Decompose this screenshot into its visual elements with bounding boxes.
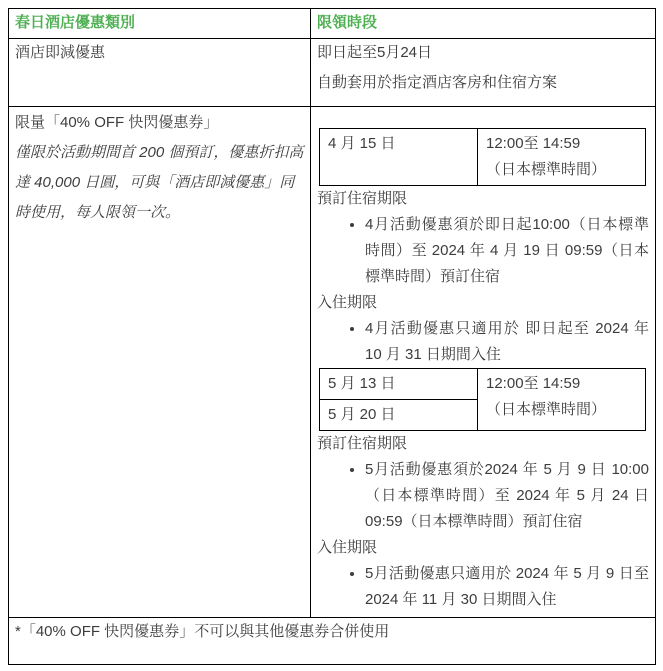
instant-discount-apply-note: 自動套用於指定酒店客房和住宿方案	[317, 74, 558, 91]
header-row	[9, 9, 656, 39]
instant-discount-period-cell	[311, 39, 656, 107]
april-booking-deadline-list	[317, 212, 649, 290]
may-claim-date1-cell	[320, 369, 478, 400]
april-claim-date: 4 月 15 日	[328, 135, 396, 152]
may-claim-date2: 5 月 20 日	[328, 406, 396, 423]
header-category-label: 春日酒店優惠類別	[15, 14, 136, 31]
may-claim-date1: 5 月 13 日	[328, 375, 396, 392]
may-stay-period-list	[317, 561, 649, 613]
april-stay-period-item: • 4月活動優惠只適用於 即日起至 2024 年 10 月 31 日期間入住	[365, 316, 649, 368]
april-claim-timezone: （日本標準時間）	[486, 161, 607, 178]
instant-discount-category-cell	[9, 39, 311, 107]
may-claim-row-1	[320, 369, 646, 400]
may-claim-date2-cell	[320, 400, 478, 431]
header-period-label: 限領時段	[317, 14, 378, 31]
header-cell-period	[311, 9, 656, 39]
may-claim-time: 12:00至 14:59	[486, 375, 581, 392]
may-booking-deadline-label: 預訂住宿期限	[317, 435, 408, 452]
april-booking-deadline-item: • 4月活動優惠須於即日起10:00（日本標準時間）至 2024 年 4 月 19 日 09:59（日本標準時間）預訂住宿	[365, 212, 649, 290]
instant-discount-title: 酒店即減優惠	[15, 44, 106, 61]
flash-coupon-category-cell	[9, 107, 311, 618]
april-stay-period-list	[317, 316, 649, 368]
may-stay-period-item: • 5月活動優惠只適用於 2024 年 5 月 9 日至 2024 年 11 月 30 日期間入住	[365, 561, 649, 613]
flash-coupon-title: 限量「40% OFF 快閃優惠券」	[15, 114, 219, 131]
april-stay-period-label: 入住期限	[317, 294, 378, 311]
hotel-promo-table	[8, 8, 656, 665]
instant-discount-row	[9, 39, 656, 107]
footnote-text: *「40% OFF 快閃優惠券」不可以與其他優惠券合併使用	[15, 623, 390, 640]
flash-coupon-note: 僅限於活動期間首 200 個預訂，優惠折扣高達 40,000 日圓，可與「酒店即減優惠」同時使用，每人限領一次。	[15, 144, 304, 221]
flash-coupon-row	[9, 107, 656, 618]
april-claim-date-cell	[320, 129, 478, 186]
may-claim-timezone: （日本標準時間）	[486, 401, 607, 418]
may-booking-deadline-item: • 5月活動優惠須於2024 年 5 月 9 日 10:00（日本標準時間）至 2024 年 5 月 24 日 09:59（日本標準時間）預訂住宿	[365, 457, 649, 535]
april-claim-time-cell	[478, 129, 646, 186]
instant-discount-period: 即日起至5月24日	[317, 44, 433, 61]
may-claim-time-cell	[478, 369, 646, 431]
footnote-cell	[9, 618, 656, 665]
april-booking-deadline-label: 預訂住宿期限	[317, 190, 408, 207]
footnote-row	[9, 618, 656, 665]
may-claim-schedule-table	[319, 368, 646, 431]
flash-coupon-period-cell	[311, 107, 656, 618]
april-claim-row	[320, 129, 646, 186]
april-claim-time: 12:00至 14:59	[486, 135, 581, 152]
may-booking-deadline-list	[317, 457, 649, 535]
header-cell-category	[9, 9, 311, 39]
may-stay-period-label: 入住期限	[317, 539, 378, 556]
april-claim-schedule-table	[319, 128, 646, 186]
